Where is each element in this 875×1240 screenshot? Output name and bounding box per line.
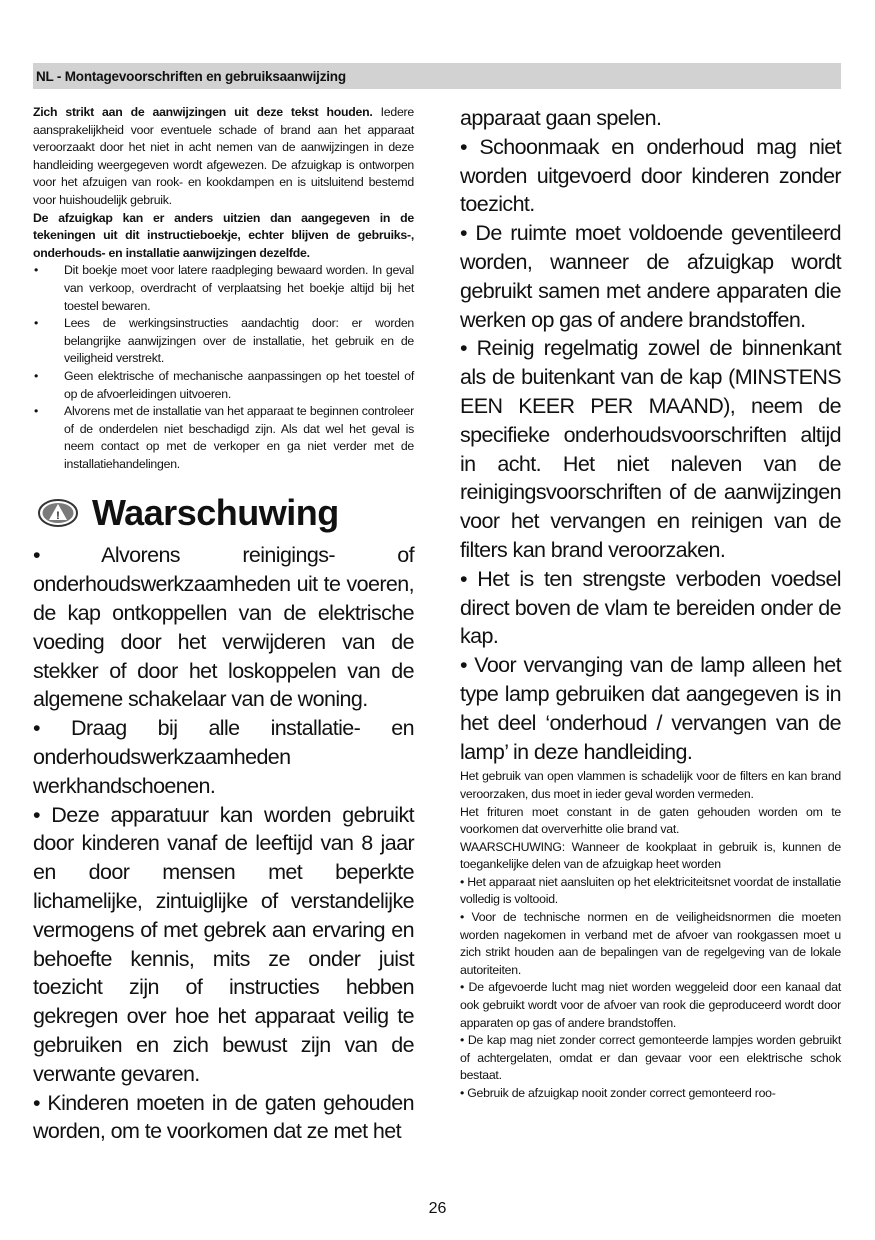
warning-paragraph: • Deze apparatuur kan worden gebruikt door kinderen vanaf de leeftijd van 8 jaar en door mensen met beperkte lichamelijke, zintuiglijke of verstandelijke vermogens of met gebrek aan ervaring en behoefte kennis, mits ze onder juist toezicht zijn of instructies hebben gekregen over hoe het apparaat veilig te gebruiken en zich bewust zijn van de verwante gevaren. <box>33 802 414 1086</box>
bullet-dot: • <box>34 368 39 383</box>
safety-notes <box>460 768 841 1102</box>
safety-note: • Gebruik de afzuigkap nooit zonder correct gemonteerd roo- <box>460 1086 776 1101</box>
intro-bold-text: Zich strikt aan de aanwijzingen uit deze tekst houden. <box>33 105 373 119</box>
safety-note: Het frituren moet constant in de gaten gehouden worden om te voorkomen dat oververhitte olie brand vat. <box>460 804 841 837</box>
warning-paragraph: • Voor vervanging van de lamp alleen het type lamp gebruiken dat aangegeven is in het deel ‘onderhoud / vervangen van de lamp’ in deze handleiding. <box>460 653 841 764</box>
safety-note: • De afgevoerde lucht mag niet worden weggeleid door een kanaal dat ook gebruikt wordt voor de afvoer van rook die geproduceerd wordt door apparaten op gas of andere brandstoffen. <box>460 980 841 1030</box>
list-item-text: Geen elektrische of mechanische aanpassingen op het toestel of op de afvoerleidingen uitvoeren. <box>64 368 414 401</box>
safety-note: WAARSCHUWING: Wanneer de kookplaat in gebruik is, kunnen de toegankelijke delen van de afzuigkap heet worden <box>460 839 841 872</box>
list-item-text: Dit boekje moet voor latere raadpleging bewaard worden. In geval van verkoop, overdracht of verplaatsing het boekje altijd bij het toestel bewaren. <box>64 263 414 313</box>
warning-paragraph: • Draag bij alle installatie- en onderhoudswerkzaamheden werkhandschoenen. <box>33 716 414 798</box>
warning-paragraph: • Het is ten strengste verboden voedsel direct boven de vlam te bereiden onder de kap. <box>460 566 841 649</box>
drawing-notice-paragraph: De afzuigkap kan er anders uitzien dan aangegeven in de tekeningen uit dit instructieboekje, echter blijven de gebruiks-, onderhouds- en installatie aanwijzingen dezelfde. <box>33 210 414 260</box>
list-item <box>33 403 414 473</box>
intro-paragraph <box>33 104 414 210</box>
safety-note: • De kap mag niet zonder correct gemonteerde lampjes worden gebruikt of achtergelaten, omdat er dan gevaar voor een elektrische schok bestaat. <box>460 1033 841 1083</box>
bullet-dot: • <box>34 316 39 331</box>
list-item <box>33 315 414 368</box>
safety-note: Het gebruik van open vlammen is schadelijk voor de filters en kan brand veroorzaken, dus moet in ieder geval worden vermeden. <box>460 769 841 801</box>
section-header-title: NL - Montagevoorschriften en gebruiksaanwijzing <box>36 69 346 84</box>
warning-exclamation-mark: ! <box>56 510 60 523</box>
instruction-bullet-list <box>33 262 414 473</box>
warning-paragraph: • Schoonmaak en onderhoud mag niet worden uitgevoerd door kinderen zonder toezicht. <box>460 134 841 217</box>
intro-rest-text: Iedere aansprakelijkheid voor eventuele schade of brand aan het apparaat veroorzaakt door het niet in acht nemen van de aanwijzingen in deze handleiding weergegeven wordt afgewezen. De afzuigkap is ontworpen voor het afzuigen van rook- en kookdampen en is uitsluitend bestemd voor huishoudelijk gebruik. <box>33 105 414 207</box>
warning-paragraph: • Kinderen moeten in de gaten gehouden worden, om te voorkomen dat ze met het <box>33 1090 414 1144</box>
safety-note: • Voor de technische normen en de veiligheidsnormen die moeten worden nagekomen in verband met de afvoer van rookgassen moet u zich strikt houden aan de bepalingen van de regelgeving van de lokale autoriteiten. <box>460 910 841 977</box>
warning-paragraph: apparaat gaan spelen. <box>460 106 662 130</box>
section-header <box>33 63 841 89</box>
right-column <box>460 104 841 1103</box>
page-number: 26 <box>428 1200 447 1217</box>
list-item <box>33 368 414 403</box>
warning-paragraph: • De ruimte moet voldoende geventileerd worden, wanneer de afzuigkap wordt gebruikt samen met andere apparaten die werken op gas of andere brandstoffen. <box>460 221 841 332</box>
bullet-dot: • <box>34 263 39 278</box>
warning-paragraph: • Alvorens reinigings- of onderhoudswerkzaamheden uit te voeren, de kap ontkoppellen van de elektrische voeding door het verwijderen van de stekker of door het loskoppelen van de algemene schakelaar van de woning. <box>33 543 414 712</box>
list-item-text: Lees de werkingsinstructies aandachtig door: er worden belangrijke aanwijzingen over de installatie, het gebruik en de veiligheid verstrekt. <box>64 316 414 366</box>
warning-title: Waarschuwing <box>92 492 339 534</box>
warning-paragraph: • Reinig regelmatig zowel de binnenkant als de buitenkant van de kap (MINSTENS EEN KEER PER MAAND), neem de specifieke onderhoudsvoorschriften altijd in acht. Het niet naleven van de reinigingsvoorschriften of de aanwijzingen voor het vervangen en reinigen van de filters kan brand veroorzaken. <box>460 336 841 562</box>
warning-list-right <box>460 104 841 766</box>
safety-note: • Het apparaat niet aansluiten op het elektriciteitsnet voordat de installatie volledig is voltooid. <box>460 874 841 907</box>
warning-heading <box>33 487 414 539</box>
left-column <box>33 104 414 1146</box>
list-item-text: Alvorens met de installatie van het apparaat te beginnen controleer of de onderdelen niet beschadigd zijn. Als dat wel het geval is neem contact op met de verkoper en ga niet verder met de installatiehandelingen. <box>64 404 414 471</box>
warning-triangle-icon <box>38 498 78 528</box>
list-item <box>33 262 414 315</box>
bullet-dot: • <box>34 404 39 419</box>
warning-list-left <box>33 541 414 1146</box>
